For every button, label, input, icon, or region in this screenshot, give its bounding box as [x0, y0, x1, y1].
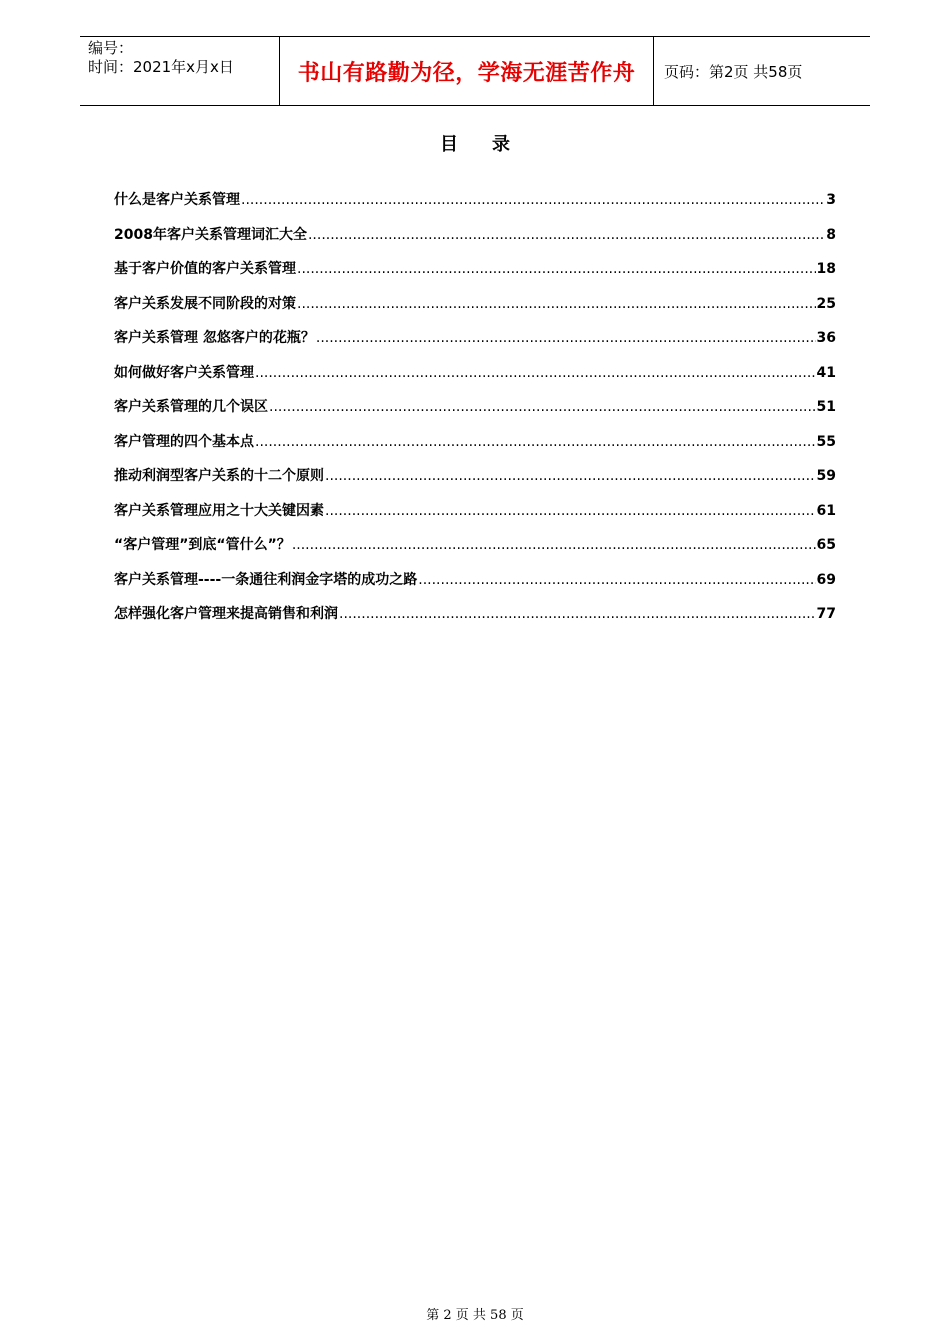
toc-item-text[interactable]: 客户关系管理 忽悠客户的花瓶？ — [114, 330, 315, 346]
toc-item[interactable] — [114, 465, 836, 500]
toc-leader-dots — [418, 572, 815, 588]
toc-item[interactable] — [114, 258, 836, 293]
toc-leader-dots — [297, 261, 816, 277]
toc-item[interactable] — [114, 500, 836, 535]
toc-leader-dots — [269, 399, 816, 415]
toc-item-page[interactable]: 25 — [816, 295, 836, 312]
toc-leader-dots — [325, 503, 816, 519]
toc-item-text[interactable]: 客户关系管理----一条通往利润金字塔的成功之路 — [114, 571, 418, 588]
toc-item-page[interactable]: 77 — [816, 606, 836, 622]
toc-item[interactable] — [114, 293, 836, 328]
toc-leader-dots — [255, 434, 816, 450]
toc-item-text[interactable]: 客户关系管理应用之十大关键因素 — [114, 502, 324, 519]
toc-item-page[interactable]: 3 — [826, 192, 836, 208]
toc-item-page[interactable]: 36 — [816, 330, 836, 346]
toc-item-page[interactable]: 41 — [816, 364, 836, 381]
toc-leader-dots — [325, 468, 816, 484]
toc-item-text[interactable]: “客户管理”到底“管什么”？ — [114, 537, 291, 553]
toc-item-page[interactable]: 65 — [816, 537, 836, 553]
toc-item-text[interactable]: 怎样强化客户管理来提高销售和利润 — [114, 606, 338, 622]
time-label: 时间：2021年x月x日 — [88, 58, 234, 76]
toc-item-text[interactable]: 基于客户价值的客户关系管理 — [114, 261, 296, 277]
toc-item-page[interactable]: 59 — [816, 468, 836, 484]
toc-item[interactable] — [114, 396, 836, 431]
toc-item-text[interactable]: 2008年客户关系管理词汇大全 — [114, 226, 307, 243]
page-footer: 第 2 页 共 58 页 — [426, 1308, 524, 1323]
toc-item[interactable] — [114, 534, 836, 569]
toc-item[interactable] — [114, 569, 836, 604]
toc-item-text[interactable]: 什么是客户关系管理 — [114, 192, 240, 208]
toc-item-text[interactable]: 客户关系发展不同阶段的对策 — [114, 295, 296, 312]
toc-item-page[interactable]: 51 — [816, 399, 836, 415]
toc-leader-dots — [308, 227, 825, 243]
table-of-contents — [114, 189, 836, 638]
toc-item[interactable] — [114, 224, 836, 259]
toc-item[interactable] — [114, 327, 836, 362]
toc-item-text[interactable]: 客户管理的四个基本点 — [114, 433, 254, 450]
toc-item-text[interactable]: 推动利润型客户关系的十二个原则 — [114, 468, 324, 484]
toc-item-page[interactable]: 8 — [826, 226, 836, 243]
page-header — [80, 36, 870, 106]
toc-leader-dots — [292, 537, 816, 553]
toc-item-page[interactable]: 18 — [816, 261, 836, 277]
toc-leader-dots — [297, 296, 816, 312]
toc-item-text[interactable]: 如何做好客户关系管理 — [114, 364, 254, 381]
toc-item[interactable] — [114, 362, 836, 397]
toc-item[interactable] — [114, 189, 836, 224]
toc-title: 目录 — [440, 134, 544, 155]
toc-leader-dots — [339, 606, 816, 622]
toc-item-text[interactable]: 客户关系管理的几个误区 — [114, 399, 268, 415]
toc-leader-dots — [316, 330, 816, 346]
number-label: 编号： — [88, 39, 134, 57]
toc-item-page[interactable]: 69 — [816, 571, 836, 588]
toc-item-page[interactable]: 55 — [816, 433, 836, 450]
header-meta-cell — [80, 37, 280, 105]
header-motto: 书山有路勤为径，学海无涯苦作舟 — [280, 37, 654, 105]
toc-item[interactable] — [114, 431, 836, 466]
header-page-info: 页码：第2页 共58页 — [664, 62, 803, 81]
toc-item-page[interactable]: 61 — [816, 502, 836, 519]
toc-leader-dots — [241, 192, 825, 208]
toc-item[interactable] — [114, 603, 836, 638]
toc-leader-dots — [255, 365, 816, 381]
